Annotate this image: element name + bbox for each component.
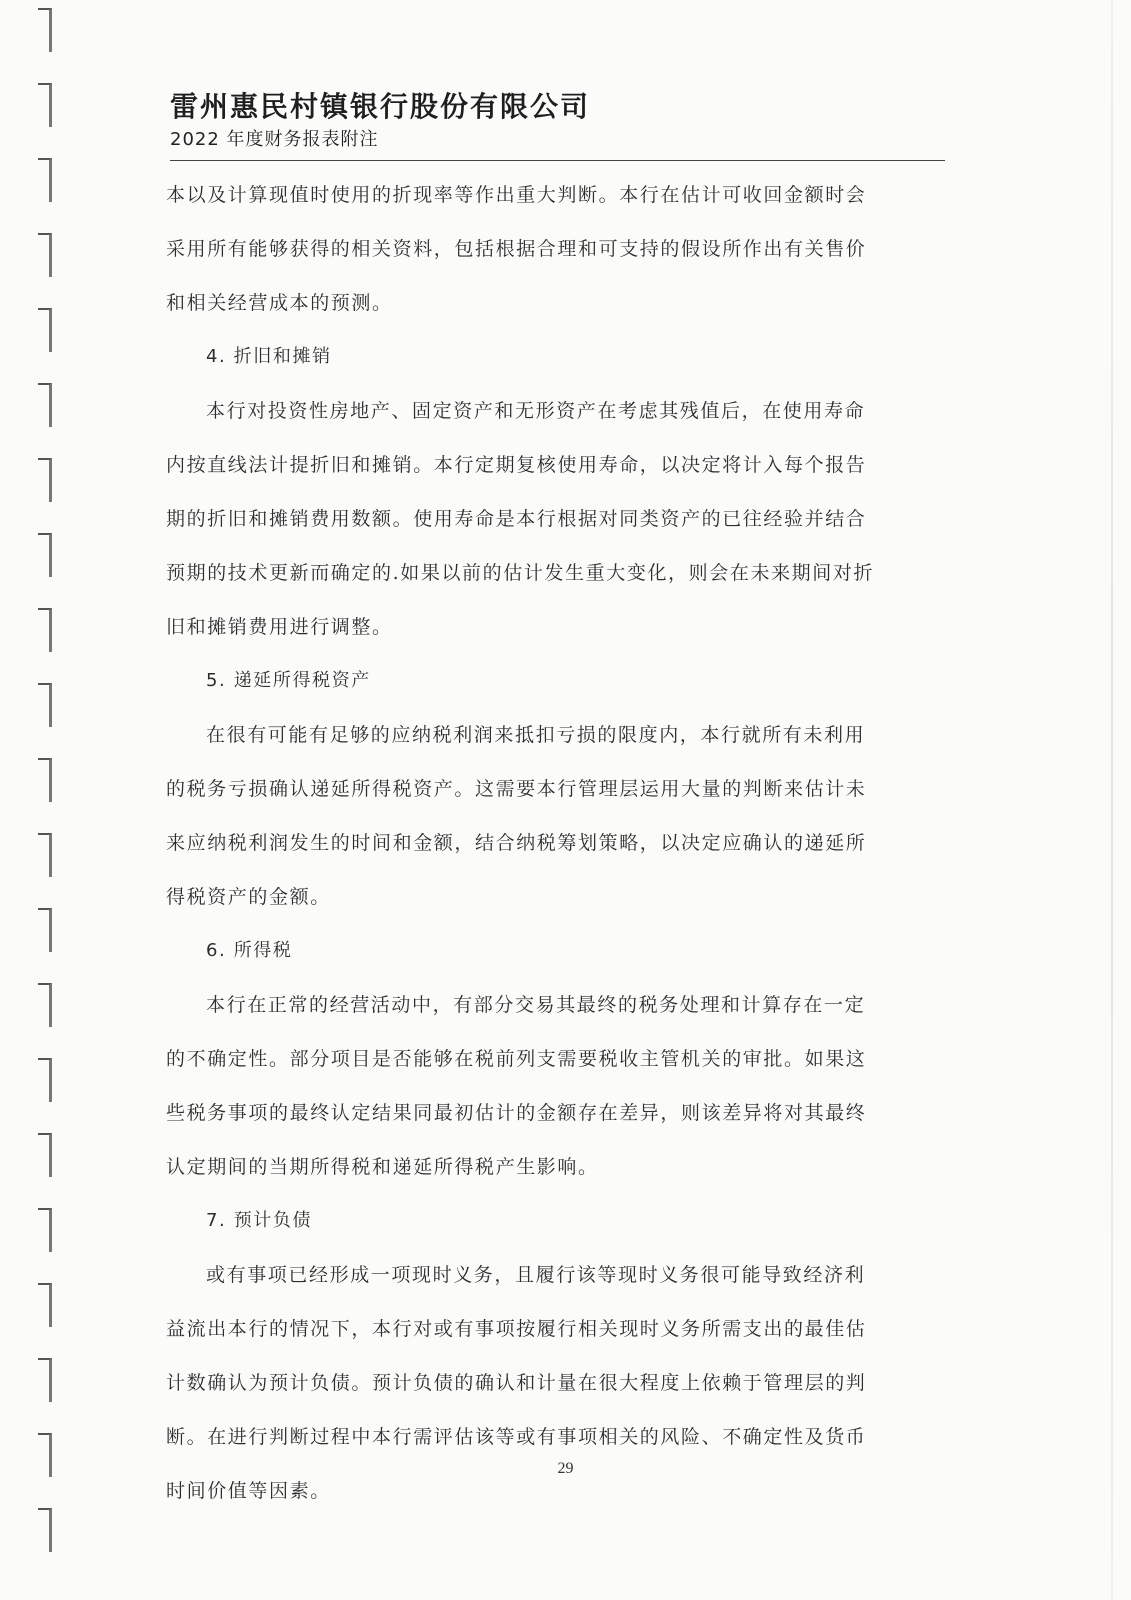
binder-mark xyxy=(38,608,52,652)
binder-mark xyxy=(38,8,52,52)
report-subtitle: 2022 年度财务报表附注 xyxy=(170,129,379,150)
binder-mark xyxy=(38,1133,52,1177)
paragraph-line: 和相关经营成本的预测。 xyxy=(166,292,393,314)
binder-mark xyxy=(38,308,52,352)
paragraph-line: 采用所有能够获得的相关资料，包括根据合理和可支持的假设所作出有关售价 xyxy=(166,238,867,260)
binder-mark xyxy=(38,233,52,277)
paragraph-line: 本以及计算现值时使用的折现率等作出重大判断。本行在估计可收回金额时会 xyxy=(166,184,867,206)
binder-mark xyxy=(38,383,52,427)
paragraph-line: 得税资产的金额。 xyxy=(166,886,331,908)
paragraph-line: 时间价值等因素。 xyxy=(166,1480,331,1502)
paragraph-line: 内按直线法计提折旧和摊销。本行定期复核使用寿命，以决定将计入每个报告 xyxy=(166,454,867,476)
section-heading: 6. 所得税 xyxy=(206,940,293,961)
section-heading: 5. 递延所得税资产 xyxy=(206,670,371,691)
paragraph-line: 些税务事项的最终认定结果同最初估计的金额存在差异，则该差异将对其最终 xyxy=(166,1102,867,1124)
paragraph-line: 或有事项已经形成一项现时义务，且履行该等现时义务很可能导致经济利 xyxy=(206,1264,866,1286)
binder-mark xyxy=(38,1508,52,1552)
paragraph-line: 预期的技术更新而确定的.如果以前的估计发生重大变化，则会在未来期间对折 xyxy=(166,562,875,584)
binder-mark xyxy=(38,1058,52,1102)
section-heading: 7. 预计负债 xyxy=(206,1210,313,1231)
page-header xyxy=(170,90,945,154)
paragraph-line: 断。在进行判断过程中本行需评估该等或有事项相关的风险、不确定性及货币 xyxy=(166,1426,867,1448)
binder-mark xyxy=(38,458,52,502)
paragraph-line: 本行对投资性房地产、固定资产和无形资产在考虑其残值后，在使用寿命 xyxy=(206,400,866,422)
paragraph-line: 旧和摊销费用进行调整。 xyxy=(166,616,393,638)
body-text xyxy=(166,168,946,1518)
paragraph-line: 本行在正常的经营活动中，有部分交易其最终的税务处理和计算存在一定 xyxy=(206,994,866,1016)
binder-mark xyxy=(38,758,52,802)
paragraph-line: 计数确认为预计负债。预计负债的确认和计量在很大程度上依赖于管理层的判 xyxy=(166,1372,867,1394)
binder-mark xyxy=(38,83,52,127)
section-heading: 4. 折旧和摊销 xyxy=(206,346,332,367)
binder-mark xyxy=(38,1208,52,1252)
binder-mark xyxy=(38,1358,52,1402)
binder-mark xyxy=(38,983,52,1027)
paragraph-line: 来应纳税利润发生的时间和金额，结合纳税筹划策略，以决定应确认的递延所 xyxy=(166,832,867,854)
binder-mark xyxy=(38,908,52,952)
page-number: 29 xyxy=(557,1460,574,1477)
binder-mark xyxy=(38,533,52,577)
company-name: 雷州惠民村镇银行股份有限公司 xyxy=(170,90,591,123)
binder-mark xyxy=(38,1283,52,1327)
binder-mark xyxy=(38,683,52,727)
binder-marks xyxy=(38,0,58,1600)
paragraph-line: 的不确定性。部分项目是否能够在税前列支需要税收主管机关的审批。如果这 xyxy=(166,1048,867,1070)
paragraph-line: 在很有可能有足够的应纳税利润来抵扣亏损的限度内，本行就所有未利用 xyxy=(206,724,866,746)
paragraph-line: 益流出本行的情况下，本行对或有事项按履行相关现时义务所需支出的最佳估 xyxy=(166,1318,867,1340)
paragraph-line: 认定期间的当期所得税和递延所得税产生影响。 xyxy=(166,1156,599,1178)
header-divider xyxy=(170,160,945,161)
paragraph-line: 期的折旧和摊销费用数额。使用寿命是本行根据对同类资产的已往经验并结合 xyxy=(166,508,867,530)
binder-mark xyxy=(38,833,52,877)
page-edge-shadow xyxy=(1111,0,1113,1600)
paragraph-line: 的税务亏损确认递延所得税资产。这需要本行管理层运用大量的判断来估计未 xyxy=(166,778,867,800)
binder-mark xyxy=(38,158,52,202)
